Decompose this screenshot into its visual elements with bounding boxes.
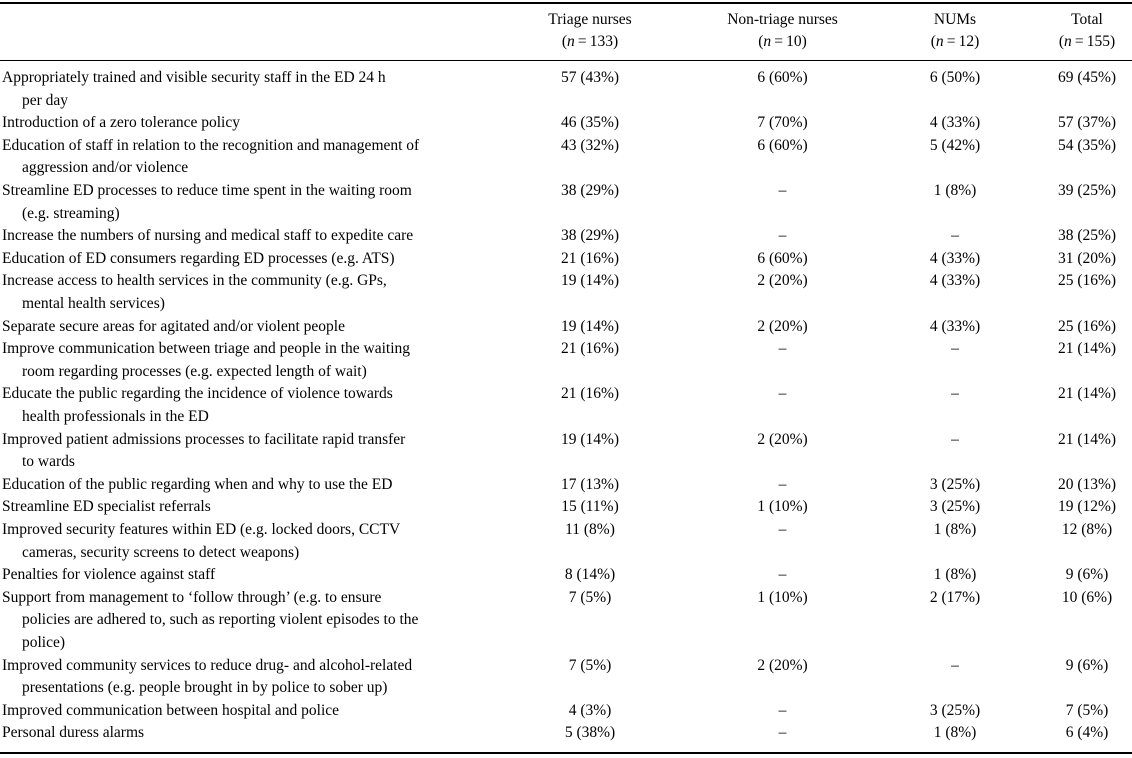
cell-non-triage-nurses: – [778, 724, 787, 742]
cell-nums: 4 (33%) [929, 272, 981, 290]
row-label [2, 112, 472, 135]
row-label [2, 225, 472, 248]
row-label [2, 248, 472, 271]
cell-total [1040, 180, 1132, 203]
row-label-line: Support from management to ‘follow through’ (e.g. to ensure [2, 588, 382, 606]
cell-non-triage-nurses: – [778, 385, 787, 403]
header-title: Non-triage nurses [727, 11, 838, 28]
cell-total [1040, 700, 1132, 723]
row-label [2, 700, 472, 723]
cell-non-triage-nurses: – [778, 475, 787, 493]
cell-nums: – [951, 227, 959, 245]
header-non-triage-nurses [710, 9, 855, 53]
table-header-rule [0, 60, 1132, 61]
row-label [2, 316, 472, 339]
row-label-line: Education of ED consumers regarding ED processes (e.g. ATS) [2, 249, 395, 267]
cell-non-triage-nurses: 7 (70%) [757, 114, 808, 132]
cell-nums: 3 (25%) [929, 475, 981, 493]
cell-triage-nurses: 19 (14%) [560, 272, 620, 290]
cell-total [1040, 135, 1132, 158]
cell-non-triage-nurses: 1 (10%) [757, 588, 808, 606]
row-label [2, 67, 472, 112]
cell-value: 9 (6%) [1065, 566, 1109, 584]
cell-value: 9 (6%) [1065, 656, 1109, 674]
cell-nums: 4 (33%) [929, 317, 981, 335]
row-label-line: police) [22, 633, 66, 651]
header-title: NUMs [933, 11, 977, 28]
header-triage-nurses [525, 9, 655, 53]
cell-total [1040, 383, 1132, 406]
cell-nums: – [951, 385, 959, 403]
row-label [2, 519, 472, 564]
row-label-line: Improved patient admissions processes to facilitate rapid transfer [2, 430, 406, 448]
cell-non-triage-nurses: 6 (60%) [757, 249, 808, 267]
cell-total [1040, 112, 1132, 135]
cell-non-triage-nurses: – [778, 566, 787, 584]
cell-non-triage-nurses: 6 (60%) [757, 69, 808, 86]
cell-triage-nurses: 21 (16%) [560, 385, 620, 403]
cell-value: 21 (14%) [1057, 430, 1117, 448]
cell-triage-nurses: 8 (14%) [564, 566, 616, 584]
cell-nums: 1 (8%) [933, 566, 977, 584]
row-label [2, 655, 472, 700]
row-label-line: Improved community services to reduce drug- and alcohol-related [2, 656, 413, 674]
cell-triage-nurses: 5 (38%) [564, 724, 616, 742]
row-label-line: Separate secure areas for agitated and/or violent people [2, 317, 345, 335]
cell-non-triage-nurses: 2 (20%) [757, 430, 808, 448]
header-n: (n = 133) [561, 33, 619, 50]
row-label [2, 496, 472, 519]
cell-non-triage-nurses: 1 (10%) [757, 498, 808, 516]
table-top-rule [0, 2, 1132, 4]
header-n: (n = 12) [930, 33, 980, 50]
cell-value: 10 (6%) [1061, 588, 1113, 606]
cell-nums: 1 (8%) [933, 724, 977, 742]
cell-total [1040, 519, 1132, 542]
header-title: Triage nurses [548, 11, 632, 28]
cell-nums: – [951, 656, 959, 674]
row-label [2, 180, 472, 225]
cell-total [1040, 587, 1132, 610]
cell-nums: – [951, 340, 959, 358]
cell-value: 25 (16%) [1057, 272, 1117, 290]
row-label-line: policies are adhered to, such as reporting violent episodes to the [22, 611, 419, 629]
header-n: (n = 10) [758, 33, 807, 50]
cell-triage-nurses: 21 (16%) [560, 340, 620, 358]
row-label-line: (e.g. streaming) [22, 204, 120, 222]
cell-non-triage-nurses: 6 (60%) [757, 136, 808, 154]
cell-triage-nurses: 19 (14%) [560, 317, 620, 335]
row-label-line: Personal duress alarms [2, 724, 145, 742]
cell-total [1040, 722, 1132, 745]
cell-triage-nurses: 38 (29%) [560, 227, 620, 245]
header-total [1042, 9, 1132, 53]
cell-value: 21 (14%) [1057, 340, 1117, 358]
row-label-line: Improve communication between triage and people in the waiting [2, 340, 411, 358]
cell-value: 69 (45%) [1057, 69, 1117, 86]
cell-value: 39 (25%) [1057, 182, 1117, 199]
cell-triage-nurses: 15 (11%) [561, 498, 619, 516]
cell-value: 7 (5%) [1065, 701, 1109, 719]
cell-triage-nurses: 11 (8%) [565, 521, 615, 538]
row-label-line: Appropriately trained and visible security staff in the ED 24 h [2, 69, 386, 86]
cell-nums: 1 (8%) [933, 182, 977, 199]
cell-non-triage-nurses: – [778, 340, 787, 358]
cell-total [1040, 338, 1132, 361]
cell-nums: 3 (25%) [929, 498, 981, 516]
cell-non-triage-nurses: 2 (20%) [757, 317, 808, 335]
row-label [2, 722, 472, 745]
cell-value: 57 (37%) [1057, 114, 1117, 132]
row-label-line: presentations (e.g. people brought in by police to sober up) [22, 679, 388, 697]
cell-triage-nurses: 43 (32%) [560, 136, 620, 154]
row-label-line: Education of staff in relation to the recognition and management of [2, 136, 420, 154]
row-label [2, 338, 472, 383]
cell-triage-nurses: 19 (14%) [560, 430, 620, 448]
cell-nums: – [951, 430, 959, 448]
row-label [2, 587, 472, 655]
row-label [2, 564, 472, 587]
cell-non-triage-nurses: – [778, 227, 787, 245]
row-label [2, 474, 472, 497]
cell-triage-nurses: 17 (13%) [560, 475, 620, 493]
cell-value: 38 (25%) [1057, 227, 1117, 245]
row-label-line: mental health services) [22, 294, 165, 312]
cell-triage-nurses: 4 (3%) [568, 701, 612, 719]
row-label-line: Introduction of a zero tolerance policy [2, 114, 240, 132]
cell-nums: 2 (17%) [929, 588, 981, 606]
row-label-line: Increase the numbers of nursing and medical staff to expedite care [2, 227, 414, 245]
cell-nums: 4 (33%) [929, 249, 981, 267]
cell-total [1040, 496, 1132, 519]
cell-triage-nurses: 38 (29%) [560, 182, 620, 199]
header-title: Total [1071, 11, 1103, 28]
row-label-line: room regarding processes (e.g. expected length of wait) [22, 362, 367, 380]
cell-total [1040, 564, 1132, 587]
cell-value: 31 (20%) [1057, 249, 1117, 267]
row-label-line: Streamline ED processes to reduce time spent in the waiting room [2, 182, 412, 199]
row-label-line: Improved communication between hospital and police [2, 701, 340, 719]
row-label-line: Increase access to health services in the community (e.g. GPs, [2, 272, 387, 290]
cell-triage-nurses: 57 (43%) [560, 69, 620, 86]
cell-total [1040, 316, 1132, 339]
cell-value: 20 (13%) [1057, 475, 1117, 493]
cell-non-triage-nurses: – [778, 182, 787, 199]
row-label [2, 135, 472, 180]
row-label [2, 270, 472, 315]
cell-total [1040, 225, 1132, 248]
row-label-line: aggression and/or violence [22, 159, 189, 177]
row-label-line: health professionals in the ED [22, 407, 209, 425]
cell-value: 25 (16%) [1057, 317, 1117, 335]
cell-nums: 3 (25%) [929, 701, 981, 719]
cell-value: 54 (35%) [1057, 136, 1117, 154]
row-label-line: Education of the public regarding when and why to use the ED [2, 475, 393, 493]
cell-nums: 6 (50%) [929, 69, 981, 86]
row-label-line: Improved security features within ED (e.g. locked doors, CCTV [2, 521, 401, 538]
row-label-line: Streamline ED specialist referrals [2, 498, 211, 516]
cell-non-triage-nurses: – [778, 521, 787, 538]
cell-non-triage-nurses: 2 (20%) [757, 656, 808, 674]
cell-nums: 4 (33%) [929, 114, 981, 132]
row-label [2, 383, 472, 428]
cell-triage-nurses: 46 (35%) [560, 114, 620, 132]
cell-value: 6 (4%) [1065, 724, 1109, 742]
row-label-line: Educate the public regarding the incidence of violence towards [2, 385, 393, 403]
cell-total [1040, 655, 1132, 678]
row-label-line: cameras, security screens to detect weapons) [22, 543, 300, 561]
cell-non-triage-nurses: 2 (20%) [757, 272, 808, 290]
cell-triage-nurses: 7 (5%) [568, 588, 612, 606]
cell-triage-nurses: 21 (16%) [560, 249, 620, 267]
row-label-line: to wards [22, 453, 75, 471]
cell-value: 21 (14%) [1057, 385, 1117, 403]
cell-nums: 5 (42%) [929, 136, 981, 154]
cell-total [1040, 67, 1132, 90]
row-label-line: Penalties for violence against staff [2, 566, 216, 584]
cell-nums: 1 (8%) [933, 521, 977, 538]
cell-total [1040, 474, 1132, 497]
header-n: (n = 155) [1058, 33, 1116, 50]
cell-total [1040, 270, 1132, 293]
cell-non-triage-nurses: – [778, 701, 787, 719]
cell-value: 19 (12%) [1057, 498, 1117, 516]
cell-triage-nurses: 7 (5%) [568, 656, 612, 674]
cell-total [1040, 248, 1132, 271]
cell-value: 12 (8%) [1061, 521, 1113, 538]
row-label [2, 429, 472, 474]
table-bottom-rule [0, 752, 1132, 754]
row-label-line: per day [22, 91, 69, 109]
header-nums [910, 9, 1000, 53]
cell-total [1040, 429, 1132, 452]
